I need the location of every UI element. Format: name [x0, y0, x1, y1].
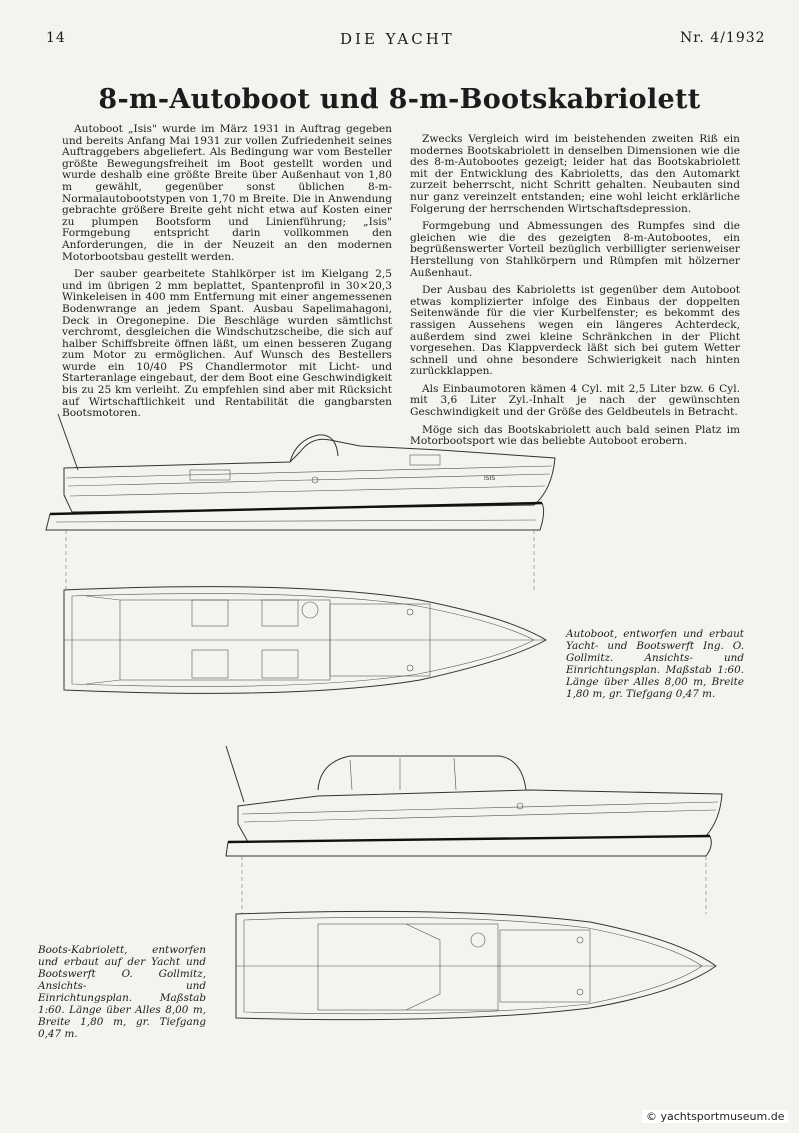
paragraph: Formgebung und Abmessungen des Rumpfes sind die gleichen wie die des gezeigten 8-m-Autobootes, ein begrüßenswerter Vorteil bezüglich verbilligter serienweiser Herstellung von Stahlkörpern und Rümpfen mit hölzerner Außenhaut.: [410, 220, 740, 279]
paragraph: Als Einbaumotoren kämen 4 Cyl. mit 2,5 Liter bzw. 6 Cyl. mit 3,6 Liter Zyl.-Inhalt je nach der gewünschten Geschwindigkeit und der Größe des Geldbeutels in Betracht.: [410, 382, 740, 419]
article-title: 8-m-Autoboot und 8-m-Bootskabriolett: [98, 84, 701, 115]
caption-autoboot: Autoboot, entworfen und erbaut Yacht- und Bootswerft Ing. O. Gollmitz. Ansichts- und Einrichtungsplan. Maßstab 1:60. Länge über Alles 8,00 m, Breite 1,80 m, gr. Tiefgang 0,47 m.: [566, 628, 744, 700]
boat-name-label: ISIS: [484, 475, 496, 482]
caption-kabriolett: Boots-Kabriolett, entworfen und erbaut auf der Yacht und Bootswerft O. Gollmitz, Ansichts- und Einrichtungsplan. Maßstab 1:60. Länge über Alles 8,00 m, Breite 1,80 m, gr. Tiefgang 0,47 m.: [38, 944, 206, 1040]
issue-number: Nr. 4/1932: [680, 30, 766, 46]
paragraph: Der Ausbau des Kabrioletts ist gegenüber dem Autoboot etwas komplizierter infolge des Einbaus der doppelten Seitenwände für die vier Kurbelfenster; es bekommt des rassigen Aussehens wegen ein längeres Achterdeck, außerdem sind zwei kleine Schränkchen in der Plicht vorgesehen. Das Klappverdeck läßt sich bei gutem Wetter schnell und ohne besondere Schwierigkeit nach hinten zurückklappen.: [410, 284, 740, 378]
paragraph: Zwecks Vergleich wird im beistehenden zweiten Riß ein modernes Bootskabriolett in denselben Dimensionen wie die des 8-m-Autobootes gezeigt; leider hat das Bootskabriolett mit der Entwicklung des Kabrioletts, das den Automarkt zurzeit beherrscht, nicht Schritt gehalten. Neubauten sind nur ganz vereinzelt entstanden; eine wohl leicht erklärliche Folgerung der herrschenden Wirtschaftsdepression.: [410, 133, 740, 215]
page-number: 14: [46, 30, 66, 46]
magazine-title: DIE YACHT: [340, 30, 455, 48]
copyright-watermark: © yachtsportmuseum.de: [642, 1110, 788, 1123]
paragraph: Autoboot „Isis" wurde im März 1931 in Auftrag gegeben und bereits Anfang Mai 1931 zur vollen Zufriedenheit seines Auftraggebers abgeliefert. Als Bedingung war vom Besteller größte Bewegungsfreiheit im Boot gestellt worden und wurde deshalb eine größte Breite über Außenhaut von 1,80 m gewählt, gegenüber sonst üblichen 8-m-Normalautobootstypen von 1,70 m Breite. Die in Anwendung gebrachte größere Breite geht nicht etwa auf Kosten einer zu plumpen Bootsform und Linienführung; „Isis" Formgebung entspricht darin vollkommen den Anforderungen, die in der Neuzeit an den modernen Motorbootsbau gestellt werden.: [62, 123, 392, 263]
paragraph: Möge sich das Bootskabriolett auch bald seinen Platz im Motorbootsport wie das beliebte Autoboot erobern.: [410, 423, 740, 448]
paragraph: Der sauber gearbeitete Stahlkörper ist im Kielgang 2,5 und im übrigen 2 mm beplattet, Spantenprofil in 30×20,3 Winkeleisen in 400 mm Entfernung mit einer angemessenen Bodenwrange an jedem Spant. Ausbau Sapelimahagoni, Deck in Oregonepine. Die Beschläge wurden sämtlichst verchromt, desgleichen die Windschutzscheibe, die sich auf halber Schiffsbreite öffnen läßt, um einen besseren Zugang zum Motor zu ermöglichen. Auf Wunsch des Bestellers wurde ein 10/40 PS Chandlermotor mit Licht- und Starteranlage eingebaut, der dem Boot eine Geschwindigkeit bis zu 25 km verleiht. Zu empfehlen sind aber mit Rücksicht auf Wirtschaftlichkeit und Rentabilität die gangbarsten Bootsmotoren.: [62, 268, 392, 420]
